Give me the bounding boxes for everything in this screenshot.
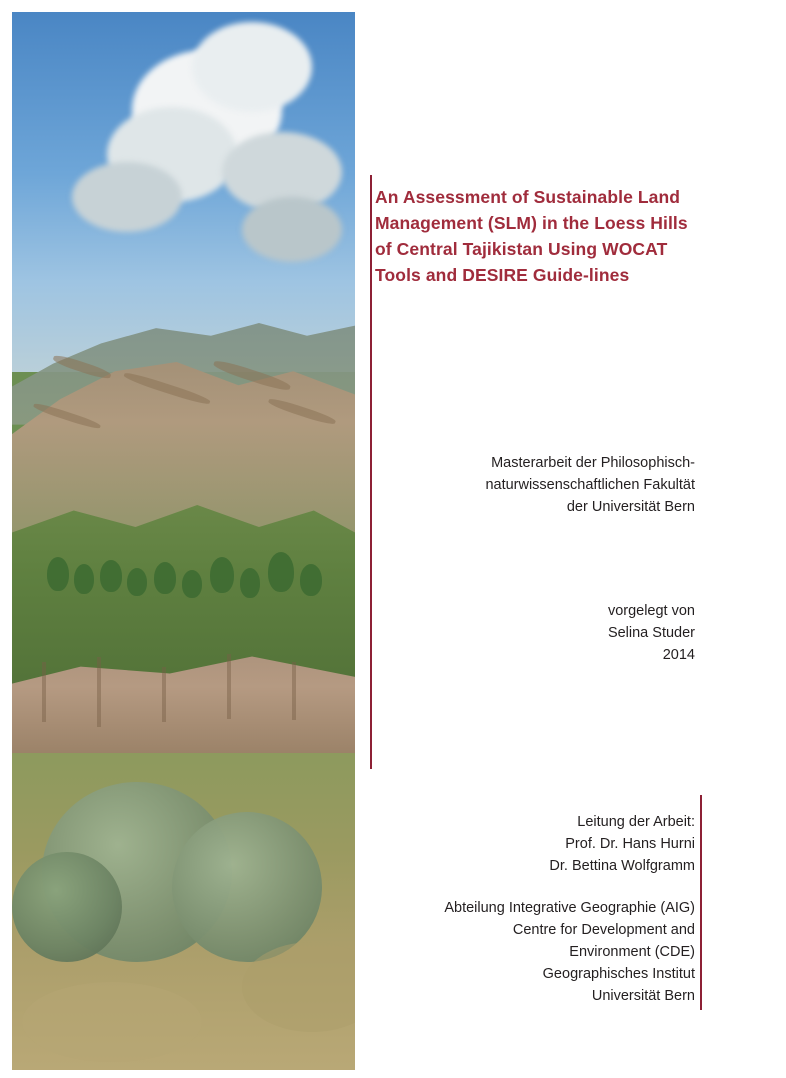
shrub-shape [172, 812, 322, 962]
shrub-shape [12, 852, 122, 962]
tree-shape [210, 557, 234, 593]
cliff-streak [42, 662, 46, 722]
tree-shape [74, 564, 94, 594]
cover-photo [12, 12, 355, 1070]
faculty-line: Masterarbeit der Philosophisch- [491, 455, 695, 471]
tree-shape [300, 564, 322, 596]
grass-patch [22, 982, 202, 1062]
author-name: Selina Studer [607, 625, 695, 641]
institute-line: Geographisches Institut [542, 966, 695, 982]
year: 2014 [662, 647, 695, 663]
cloud-shape [242, 197, 342, 262]
supervisor-name: Dr. Bettina Wolfgramm [549, 858, 695, 874]
tree-shape [268, 552, 294, 592]
tree-shape [240, 568, 260, 598]
cloud-shape [192, 22, 312, 112]
author-block [390, 600, 695, 666]
faculty-line: der Universität Bern [566, 499, 695, 515]
tree-shape [182, 570, 202, 598]
cliff-streak [162, 667, 166, 722]
accent-rule-top [370, 175, 372, 769]
institute-block [390, 897, 695, 1007]
faculty-line: naturwissenschaftlichen Fakultät [485, 477, 695, 493]
institute-line: Universität Bern [591, 988, 695, 1004]
tree-shape [127, 568, 147, 596]
cloud-shape [72, 162, 182, 232]
cliff-streak [97, 657, 101, 727]
tree-shape [100, 560, 122, 592]
cliff-streak [227, 654, 231, 719]
accent-rule-bottom [700, 795, 702, 1010]
supervisor-name: Prof. Dr. Hans Hurni [565, 836, 695, 852]
institute-line: Environment (CDE) [569, 944, 695, 960]
supervision-block [390, 811, 695, 877]
cliff-streak [292, 662, 296, 720]
submitted-label: vorgelegt von [607, 603, 695, 619]
institute-line: Abteilung Integrative Geographie (AIG) [444, 900, 695, 916]
tree-shape [47, 557, 69, 591]
faculty-block [390, 452, 695, 518]
page-title: An Assessment of Sustainable Land Management (SLM) in the Loess Hills of Central Tajikistan Using WOCAT Tools and DESIRE Guide-lines [375, 187, 688, 285]
institute-line: Centre for Development and [512, 922, 695, 938]
cover-text-column [370, 12, 774, 1070]
supervision-label: Leitung der Arbeit: [577, 814, 695, 830]
tree-shape [154, 562, 176, 594]
